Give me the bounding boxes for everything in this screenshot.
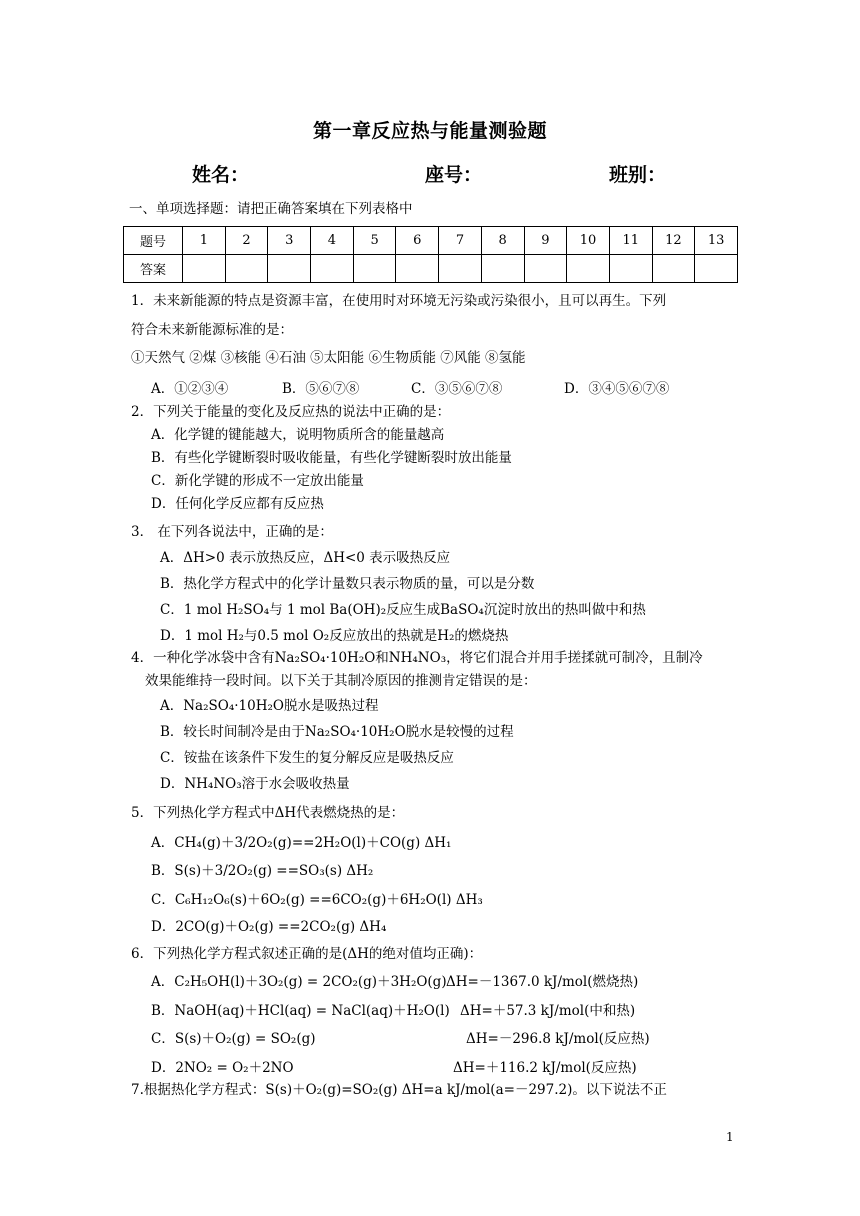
- question-2-stem: 2．下列关于能量的变化及反应热的说法中正确的是：: [131, 404, 451, 420]
- answer-row: [124, 255, 738, 283]
- question-1-stem-cont: 符合未来新能源标准的是：: [131, 322, 293, 338]
- answer-cell[interactable]: [396, 255, 439, 283]
- answer-cell[interactable]: [695, 255, 738, 283]
- option-a: A．化学键的键能越大，说明物质所含的能量越高: [151, 427, 445, 443]
- answer-cell[interactable]: [183, 255, 226, 283]
- option-c-equation: C．S(s)＋O₂(g) = SO₂(g): [151, 1031, 316, 1047]
- option-a: A．CH₄(g)＋3/2O₂(g)==2H₂O(l)＋CO(g) ΔH₁: [151, 835, 452, 851]
- option-d: D．1 mol H₂与0.5 mol O₂反应放出的热就是H₂的燃烧热: [160, 628, 509, 644]
- question-number-row: [124, 227, 738, 255]
- name-label: 姓名：: [192, 164, 250, 186]
- question-1-stem: 1．未来新能源的特点是资源丰富，在使用时对环境无污染或污染很小，且可以再生。下列: [131, 293, 667, 309]
- answer-cell[interactable]: [524, 255, 567, 283]
- option-a: A．①②③④: [151, 381, 229, 397]
- option-b: B．S(s)＋3/2O₂(g) ==SO₃(s) ΔH₂: [151, 863, 374, 879]
- question-number-cell: 3: [268, 227, 311, 255]
- option-a: A．Na₂SO₄·10H₂O脱水是吸热过程: [160, 698, 379, 714]
- option-c: C．③⑤⑥⑦⑧: [411, 381, 503, 397]
- option-d: D．2CO(g)＋O₂(g) ==2CO₂(g) ΔH₄: [151, 919, 387, 935]
- section-heading: 一、单项选择题：请把正确答案填在下列表格中: [129, 201, 413, 217]
- option-c: C．铵盐在该条件下发生的复分解反应是吸热反应: [160, 750, 454, 766]
- answer-cell[interactable]: [481, 255, 524, 283]
- answer-cell[interactable]: [439, 255, 482, 283]
- option-b-enthalpy: ΔH=＋57.3 kJ/mol(中和热): [460, 1003, 636, 1019]
- option-b: B．有些化学键断裂时吸收能量，有些化学键断裂时放出能量: [151, 450, 512, 466]
- question-4-stem: 4．一种化学冰袋中含有Na₂SO₄·10H₂O和NH₄NO₃，将它们混合并用手搓揉就可制冷，且制冷: [131, 650, 703, 666]
- question-3-stem: 3． 在下列各说法中，正确的是：: [131, 524, 333, 540]
- option-d-enthalpy: ΔH=＋116.2 kJ/mol(反应热): [453, 1060, 637, 1076]
- question-number-cell: 4: [311, 227, 354, 255]
- option-c: C．1 mol H₂SO₄与 1 mol Ba(OH)₂反应生成BaSO₄沉淀时放出的热叫做中和热: [160, 602, 646, 618]
- option-c-enthalpy: ΔH=－296.8 kJ/mol(反应热): [466, 1031, 650, 1047]
- answer-table: [123, 226, 738, 283]
- question-1-list: ①天然气 ②煤 ③核能 ④石油 ⑤太阳能 ⑥生物质能 ⑦风能 ⑧氢能: [131, 350, 526, 366]
- option-a: A．ΔH>0 表示放热反应，ΔH<0 表示吸热反应: [160, 550, 451, 566]
- page-title: 第一章反应热与能量测验题: [312, 120, 547, 142]
- option-c: C．新化学键的形成不一定放出能量: [151, 473, 364, 489]
- question-number-cell: 2: [225, 227, 268, 255]
- question-number-cell: 5: [353, 227, 396, 255]
- option-b: B．较长时间制冷是由于Na₂SO₄·10H₂O脱水是较慢的过程: [160, 724, 514, 740]
- question-6-stem: 6．下列热化学方程式叙述正确的是(ΔH的绝对值均正确)：: [131, 946, 483, 962]
- option-d: D．NH₄NO₃溶于水会吸收热量: [160, 776, 350, 792]
- question-number-cell: 7: [439, 227, 482, 255]
- question-number-cell: 10: [567, 227, 610, 255]
- answer-cell[interactable]: [609, 255, 652, 283]
- option-b-equation: B．NaOH(aq)＋HCl(aq) = NaCl(aq)＋H₂O(l): [151, 1003, 450, 1019]
- question-number-cell: 6: [396, 227, 439, 255]
- option-d-equation: D．2NO₂ = O₂＋2NO: [151, 1060, 294, 1076]
- answer-cell[interactable]: [652, 255, 695, 283]
- option-a-enthalpy: ΔH=－1367.0 kJ/mol(燃烧热): [446, 974, 639, 990]
- question-number-cell: 1: [183, 227, 226, 255]
- table-row-header: 题号: [124, 227, 183, 255]
- question-5-stem: 5．下列热化学方程式中ΔH代表燃烧热的是：: [131, 805, 405, 821]
- option-d: D．③④⑤⑥⑦⑧: [564, 381, 670, 397]
- answer-cell[interactable]: [268, 255, 311, 283]
- page-number: 1: [726, 1130, 734, 1144]
- answer-cell[interactable]: [567, 255, 610, 283]
- option-a-equation: A．C₂H₅OH(l)＋3O₂(g) = 2CO₂(g)＋3H₂O(g): [151, 974, 447, 990]
- question-4-stem-cont: 效果能维持一段时间。以下关于其制冷原因的推测肯定错误的是：: [145, 673, 537, 689]
- option-b: B．⑤⑥⑦⑧: [282, 381, 360, 397]
- option-d: D．任何化学反应都有反应热: [151, 496, 324, 512]
- table-row-header: 答案: [124, 255, 183, 283]
- question-number-cell: 13: [695, 227, 738, 255]
- option-c: C．C₆H₁₂O₆(s)＋6O₂(g) ==6CO₂(g)＋6H₂O(l) ΔH₃: [151, 892, 483, 908]
- question-number-cell: 8: [481, 227, 524, 255]
- class-label: 班别：: [609, 164, 667, 186]
- question-number-cell: 11: [609, 227, 652, 255]
- question-number-cell: 9: [524, 227, 567, 255]
- answer-cell[interactable]: [353, 255, 396, 283]
- seat-label: 座号：: [425, 164, 483, 186]
- answer-cell[interactable]: [225, 255, 268, 283]
- answer-cell[interactable]: [311, 255, 354, 283]
- question-number-cell: 12: [652, 227, 695, 255]
- option-b: B．热化学方程式中的化学计量数只表示物质的量，可以是分数: [160, 576, 535, 592]
- question-7-stem: 7.根据热化学方程式：S(s)＋O₂(g)=SO₂(g) ΔH=a kJ/mol(a=－297.2)。以下说法不正: [131, 1082, 667, 1098]
